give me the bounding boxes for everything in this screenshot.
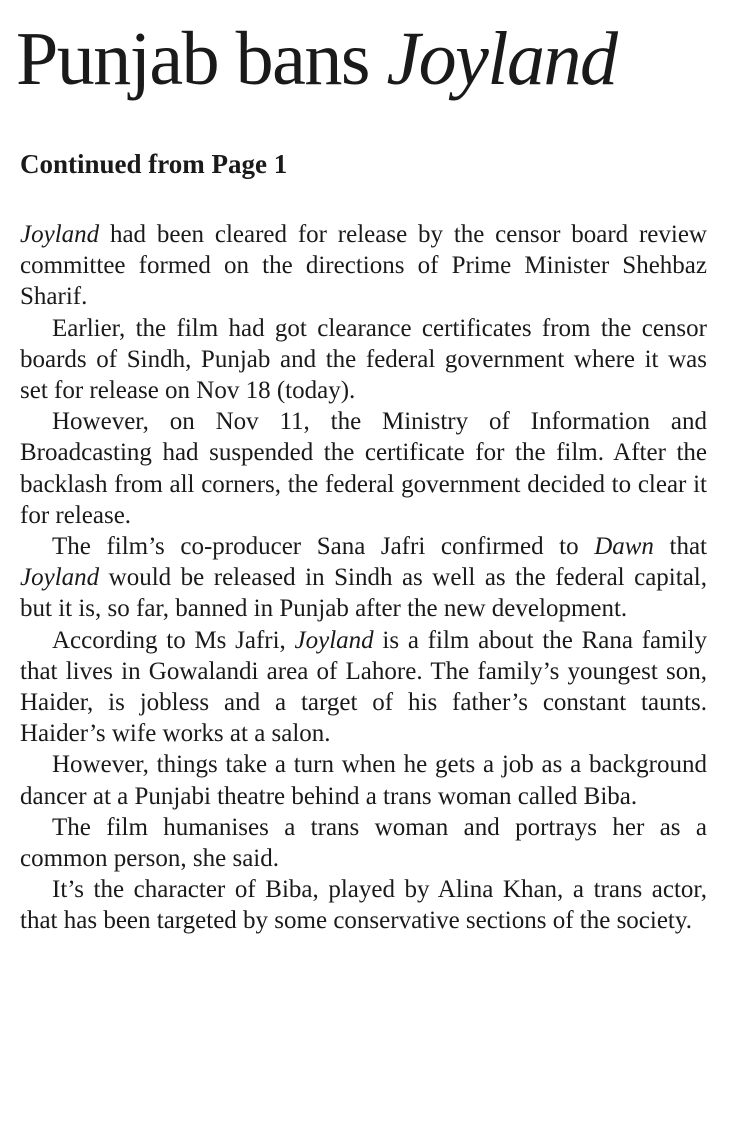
paragraph-3 (20, 406, 707, 531)
paragraph-text: had been cleared for release by the censor board review committee formed on the directions of Prime Minister Shehbaz Sharif. (20, 221, 707, 311)
headline-film-title: Joyland (386, 17, 617, 101)
article-body (20, 219, 707, 937)
film-title-italic: Joyland (294, 626, 374, 654)
paragraph-text: that (653, 533, 707, 561)
paragraph-text: It’s the character of Biba, played by Alina Khan, a trans actor, that has been targeted by some conservative sections of the society. (20, 876, 707, 935)
paragraph-text: The film humanises a trans woman and portrays her as a common person, she said. (20, 813, 707, 873)
paragraph-text: would be released in Sindh as well as the federal capital, but it is, so far, banned in Punjab after the new development. (20, 564, 707, 623)
paragraph-1 (20, 219, 707, 313)
paragraph-text: According to Ms Jafri, (52, 626, 295, 654)
paragraph-6 (20, 749, 707, 811)
continued-from-label: Continued from Page 1 (20, 149, 288, 179)
paragraph-text: However, on Nov 11, the Ministry of Information and Broadcasting had suspended the certificate for the film. After the backlash from all corners, the federal government decided to clear it for release. (20, 408, 707, 529)
headline (16, 14, 617, 104)
paragraph-4 (20, 531, 707, 625)
paragraph-text: Earlier, the film had got clearance certificates from the censor boards of Sindh, Punjab and the federal government where it was set for release on Nov 18 (today). (20, 314, 707, 405)
paragraph-text: is a film about the Rana family that lives in Gowalandi area of Lahore. The family’s youngest son, Haider, is jobless and a target of his father’s constant taunts. Haider’s wife works at a salon. (20, 626, 707, 748)
paragraph-5 (20, 625, 707, 750)
paragraph-2 (20, 313, 707, 407)
paragraph-7 (20, 812, 707, 874)
paragraph-text: The film’s co-producer Sana Jafri confirmed to (52, 533, 595, 561)
headline-prefix: Punjab bans (16, 17, 387, 101)
paragraph-text: However, things take a turn when he gets a job as a background dancer at a Punjabi theatre behind a trans woman called Biba. (20, 751, 707, 810)
film-title-italic: Joyland (20, 564, 100, 592)
film-title-italic: Joyland (20, 221, 100, 248)
newspaper-name-italic: Dawn (594, 533, 654, 561)
paragraph-8 (20, 874, 707, 936)
